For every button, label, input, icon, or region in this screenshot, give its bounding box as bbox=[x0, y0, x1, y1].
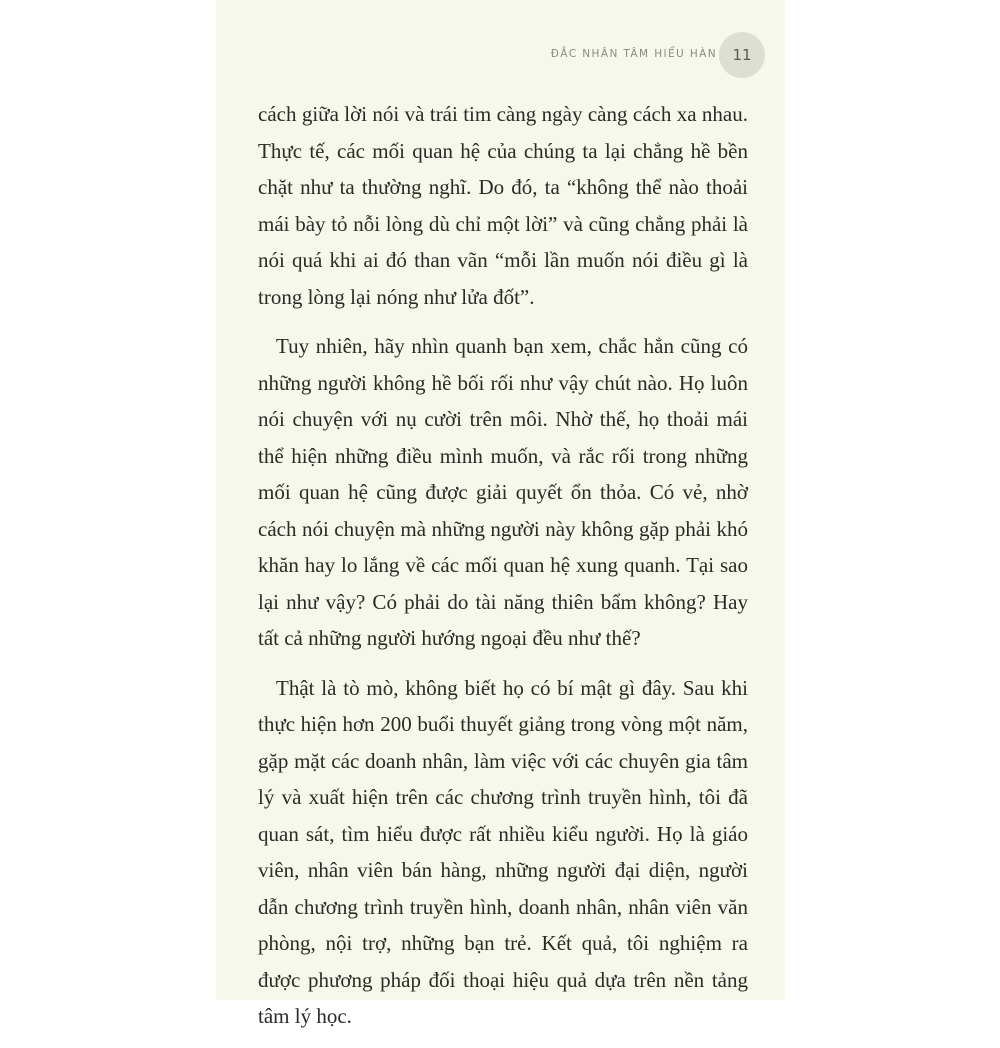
page-header bbox=[216, 32, 785, 78]
running-title: ĐẮC NHÂN TÂM HIỂU HÀN bbox=[550, 48, 717, 60]
body-text bbox=[258, 96, 748, 1048]
book-page bbox=[216, 0, 785, 1028]
paragraph-1: cách giữa lời nói và trái tim càng ngày càng cách xa nhau. Thực tế, các mối quan hệ của chúng ta lại chẳng hề bền chặt như ta thường nghĩ. Do đó, ta “không thể nào thoải mái bày tỏ nỗi lòng dù chỉ một lời” và cũng chẳng phải là nói quá khi ai đó than vãn “mỗi lần muốn nói điều gì là trong lòng lại nóng như lửa đốt”. bbox=[258, 102, 748, 309]
paragraph-2: Tuy nhiên, hãy nhìn quanh bạn xem, chắc hẳn cũng có những người không hề bối rối như vậy chút nào. Họ luôn nói chuyện với nụ cười trên môi. Nhờ thế, họ thoải mái thể hiện những điều mình muốn, và rắc rối trong những mối quan hệ cũng được giải quyết ổn thỏa. Có vẻ, nhờ cách nói chuyện mà những người này không gặp phải khó khăn hay lo lắng về các mối quan hệ xung quanh. Tại sao lại như vậy? Có phải do tài năng thiên bẩm không? Hay tất cả những người hướng ngoại đều như thế? bbox=[258, 334, 748, 650]
page-number-badge bbox=[719, 32, 765, 78]
page-number: 11 bbox=[732, 46, 752, 64]
paragraph-3: Thật là tò mò, không biết họ có bí mật gì đây. Sau khi thực hiện hơn 200 buổi thuyết giảng trong vòng một năm, gặp mặt các doanh nhân, làm việc với các chuyên gia tâm lý và xuất hiện trên các chương trình truyền hình, tôi đã quan sát, tìm hiểu được rất nhiều kiểu người. Họ là giáo viên, nhân viên bán hàng, những người đại diện, người dẫn chương trình truyền hình, doanh nhân, nhân viên văn phòng, nội trợ, những bạn trẻ. Kết quả, tôi nghiệm ra được phương pháp đối thoại hiệu quả dựa trên nền tảng tâm lý học. bbox=[258, 675, 748, 1028]
